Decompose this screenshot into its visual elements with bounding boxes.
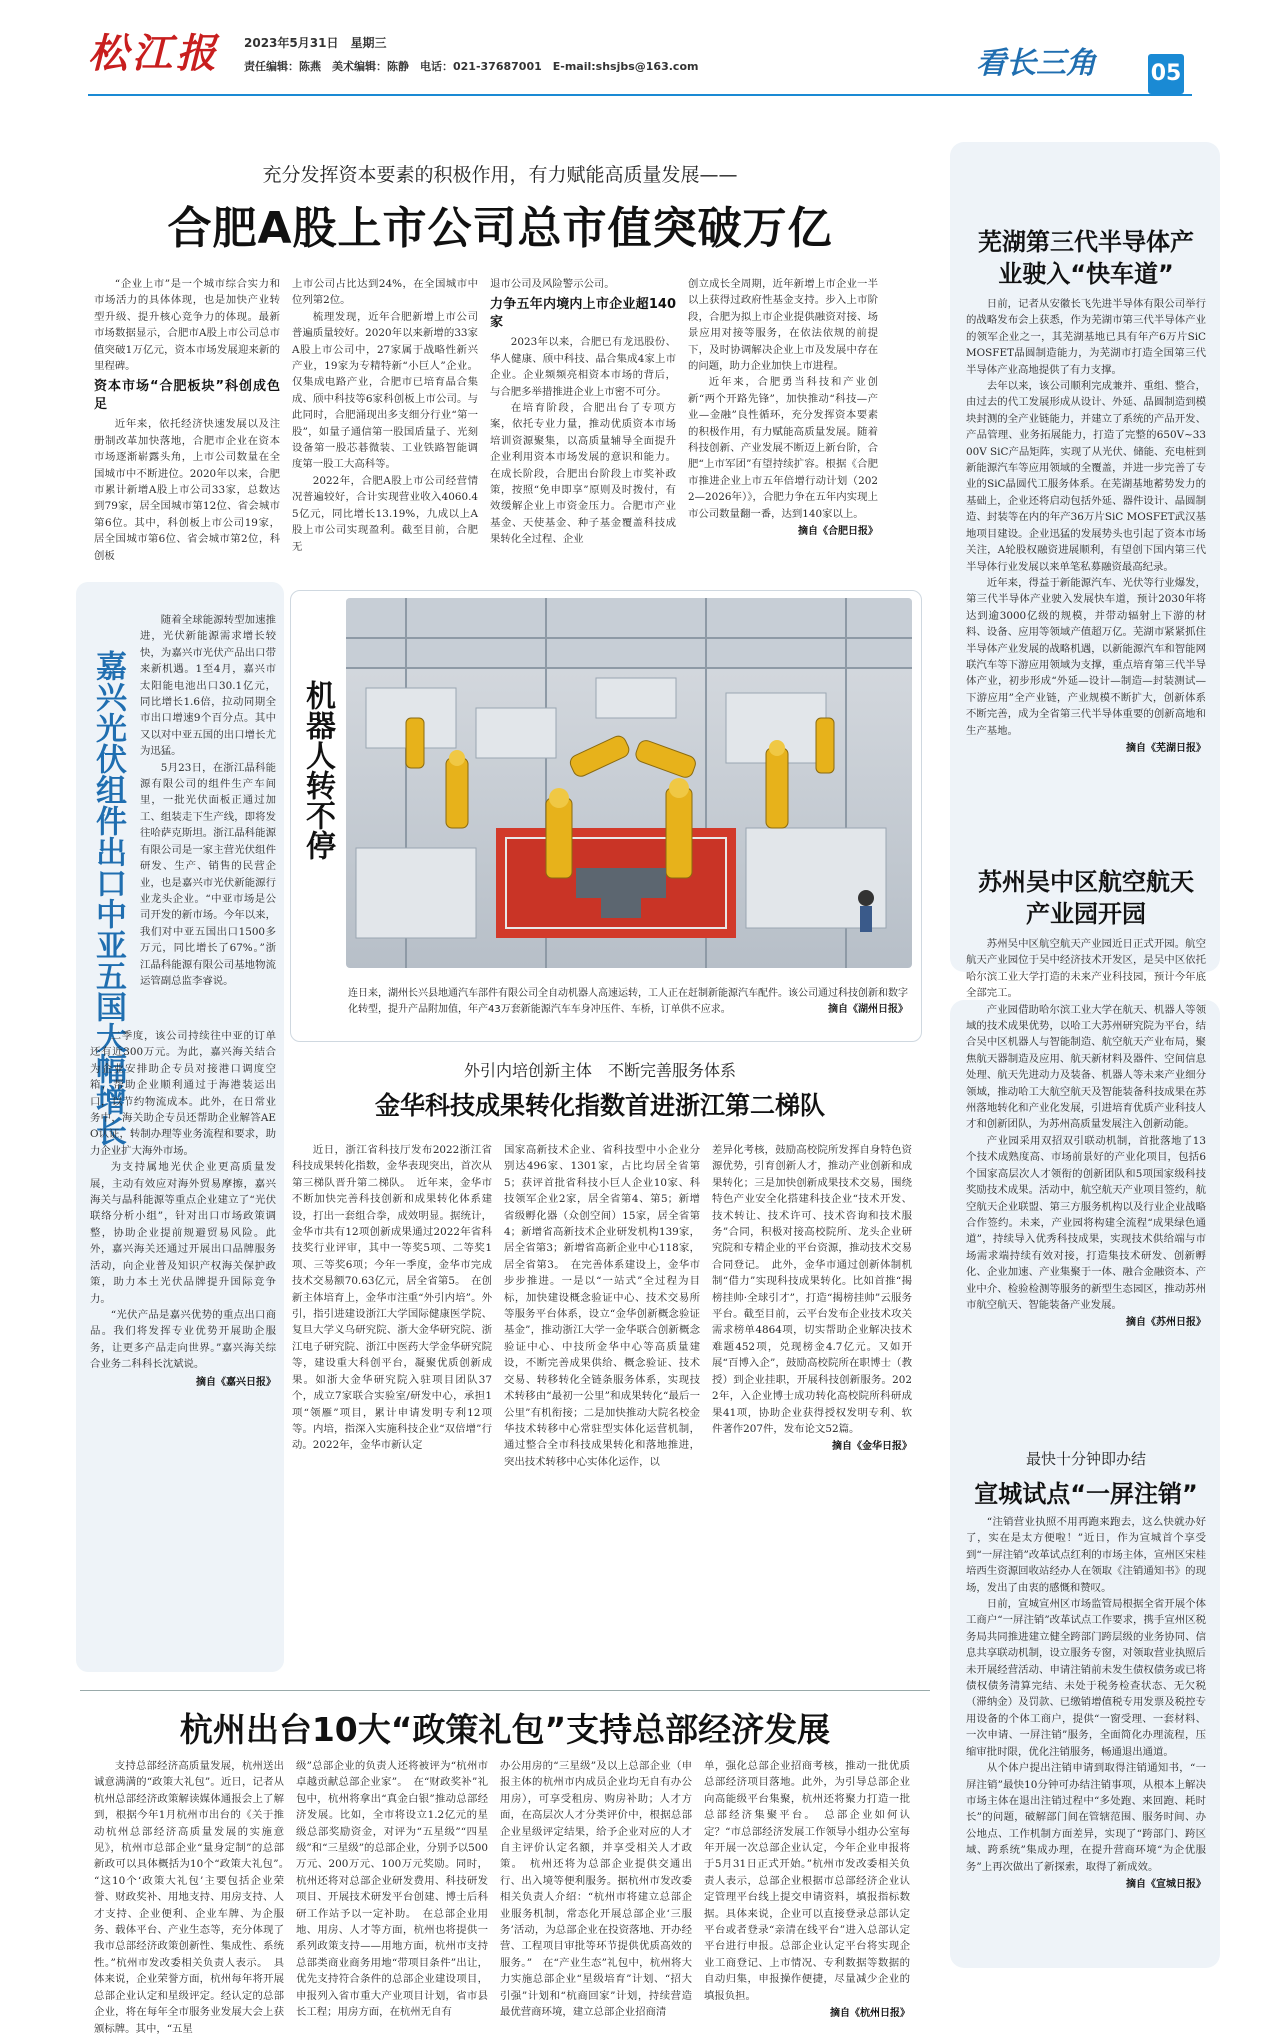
photo-side-title: 机器人转不停 xyxy=(300,680,335,860)
xuancheng-para: 日前，宣城宣州区市场监管局根据全省开展个体工商户“一屏注销”改革试点工作要求，携手宣州区税务局共同推进建立健全跨部门跨层级的业务协同、信息共享联动机制，设立服务专窗，对领取营业执照后未开展经营活动、申请注销前未发生债权债务或已将债权债务清算完结、未处于税务检查状态、无欠税（滞纳金）及罚款、已缴销增值税专用发票及税控专用设备的个体工商户，提供“一窗受理、一套材料、一次申请、一屏注销”服务，全面简化办理流程，压缩审批时限，优化注销服务，畅通退出通道。 xyxy=(966,1598,1206,1758)
wuhu-para: 日前，记者从安徽长飞先进半导体有限公司举行的战略发布会上获悉，作为芜湖市第三代半导体产业的领军企业之一，其芜湖基地已具有年产6万片SiC MOSFET晶圆制造能力，为芜湖市打造全国第三代半导体产业高地提供了有力支撑。 xyxy=(966,298,1206,376)
xuancheng-para: 从个体户提出注销申请到取得注销通知书，“一屏注销”最快10分钟可办结注销事项，从根本上解决市场主体在退出注销过程中“多处跑、来回跑、耗时长”的问题，破解部门间在管辖范围、服务时间、办公地点、工作机制方面差异，实现了“跨部门、跨区域、跨系统”集成办理，在提升营商环境“为企优服务”上再次做出了新探索，取得了新成效。 xyxy=(966,1762,1206,1873)
lead-col4-para: 近年来，合肥勇当科技和产业创新“两个开路先锋”，加快推动“科技—产业—金融”良性循环，充分发挥资本要素的积极作用，有力赋能高质量发展。随着科技创新、产业发展不断迈上新台阶，合肥“上市军团”有望持续扩容。根据《合肥市推进企业上市五年倍增行动计划（2022—2026年）》，合肥力争在五年内实现上市公司数量翻一番，达到140家以上。 xyxy=(688,376,878,520)
photo-caption-text: 连日来，湖州长兴县地通汽车部件有限公司全自动机器人高速运转，工人正在赶制新能源汽车配件。该公司通过科技创新和数字化转型，提升产品附加值，年产43万套新能源汽车车身冲压件、车桥，订单供不应求。 xyxy=(348,988,908,1015)
suzhou-para: 产业园借助哈尔滨工业大学在航天、机器人等领域的技术成果优势，以哈工大苏州研究院为平台，结合吴中区机器人与智能制造、航空航天产业布局，聚焦航天器制造及应用、航天新材料及器件、空间信息处理、航天先进动力及装备、机器人等未来产业细分领域，推动哈工大航空航天及智能装备科技成果在苏州落地转化和产业化发展，引进培育优质产业科技人才和创新团队，为苏州高质量发展注入创新动能。 xyxy=(966,1003,1206,1131)
lead-col1-para: 近年来，依托经济快速发展以及注册制改革加快落地，合肥市企业在资本市场逐渐崭露头角，上市公司数量在全国城市中不断进位。2020年以来，合肥市累计新增A股上市公司33家，总数达到79家，居全国城市第12位、省会城市第6位。其中，科创板上市公司19家，居全国城市第6位、省会城市第2位，科创板 xyxy=(94,418,280,562)
lead-col2-para: 梳理发现，近年合肥新增上市公司普遍质量较好。2020年以来新增的33家A股上市公司中，27家属于战略性新兴产业，19家为专精特新“小巨人”企业。仅集成电路产业，合肥市已培育晶合集成、颀中科技等6家科创板上市公司。与此同时，合肥涌现出多支细分行业“第一股”，如量子通信第一股国盾量子、光刻设备第一股芯碁微装、工业铁路智能调度第一股工大高科等。 xyxy=(292,310,478,471)
lead-col-4 xyxy=(688,276,878,541)
factory-robot-illustration xyxy=(346,598,912,968)
hangzhou-top-rule xyxy=(80,1690,930,1691)
suzhou-para: 产业园采用双招双引联动机制，首批落地了13个技术成熟度高、市场前景好的产业化项目，包括6个国家高层次人才领衔的创新团队和5项国家级科技奖励技术成果。活动中，航空航天产业项目签约，航空航天企业联盟、第三方服务机构以及行业企业战略合作签约。未来，产业园将构建全流程“成果绿色通道”，持续导入优秀科技成果，实现技术供给端与市场需求端持续有效对接，打造集技术研发、创新孵化、企业加速、产业集聚于一体、融合金融资本、产业中介、检验检测等服务的新型生态园区，推动苏州市航空航天、智能装备产业发展。 xyxy=(966,1134,1206,1311)
issue-date: 2023年5月31日 星期三 xyxy=(244,36,387,50)
factory-photo xyxy=(346,598,912,968)
hangzhou-col-4 xyxy=(704,1758,910,2023)
hangzhou-para: 单，强化总部企业招商考核，推动一批优质总部经济项目落地。此外，为引导总部企业向高能级平台集聚，杭州还将聚力打造一批总部经济集聚平台。 总部企业如何认定？“市总部经济发展工作领导小组办公室每年开展一次总部企业认定，今年企业申报将于5月31日正式开始。”杭州市发改委相关负责人表示，总部企业根据市总部经济企业认定管理平台线上提交申请资料，填报指标数据。具体来说，企业可以直接登录总部认定平台或者登录“亲清在线平台”进入总部认定平台进行申报。总部企业认定平台将实现企业工商登记、上市情况、专利数据等数据的自动归集，申报操作便捷，尽量减少企业的填报负担。 xyxy=(704,1760,910,2002)
xuancheng-body xyxy=(966,1514,1206,1893)
jiaxing-body-lower xyxy=(90,1028,276,1391)
lead-col-1 xyxy=(94,276,280,564)
masthead xyxy=(0,0,1280,100)
hangzhou-para: 办公用房的“三星级”及以上总部企业（申报主体的杭州市内成员企业均无自有办公用房），可享受租房、购房补助；人才方面，在高层次人才分类评价中，根据总部企业星级评定结果，给予企业对应的人才自主评价认定名额，并享受相关人才政策。 杭州还将为总部企业提供交通出行、出入境等便利服务。据杭州市发改委相关负责人介绍：“杭州市将建立总部企业服务机制，常态化开展总部企业‘三服务’活动，为总部企业在投资落地、开办经营、工程项目审批等环节提供优质高效的服务。” 在“产业生态”礼包中，杭州将大力实施总部企业“星级培育”计划、“招大引强”计划和“杭商回家”计划，持续营造最优营商环境，建立总部企业招商清 xyxy=(500,1760,692,2019)
jiaxing-para: 5月23日，在浙江晶科能源有限公司的组件生产车间里，一批光伏面板正通过加工、组装走下生产线，即将发往哈萨克斯坦。浙江晶科能源有限公司是一家主营光伏组件研发、生产、销售的民营企业，也是嘉兴市光伏新能源行业龙头企业。“中亚市场是公司开发的新市场。今年以来，我们对中亚五国出口1500多万元，同比增长了67%。”浙江晶科能源有限公司基地物流运管副总监李睿说。 xyxy=(140,761,276,987)
jinhua-para: 近日，浙江省科技厅发布2022浙江省科技成果转化指数，金华表现突出，首次从第三梯队晋升第二梯队。 近年来，金华市不断加快完善科技创新和成果转化体系建设，打出一套组合拳，成效明显。据统计，金华市共有12项创新成果通过2022年省科技奖行业评审，其中一等奖5项、二等奖1项、三等奖6项；今年一季度，金华市完成技术交易额70.63亿元，居全省第5。 在创新主体培育上，金华市注重“外引内培”。外引，指引进建设浙江大学国际健康医学院、复旦大学义乌研究院、浙大金华研究院、浙江电子研究院、浙江中医药大学金华研究院等，建设重大科创平台，凝聚优质创新成果。如浙大金华研究院入驻项目团队37个，成立7家联合实验室/研发中心，承担1项“领雁”项目，累计申请发明专利12项等。内培，指深入实施科技企业“双倍增”行动。2022年，金华市新认定 xyxy=(292,1144,492,1452)
jiaxing-para: 随着全球能源转型加速推进，光伏新能源需求增长较快，为嘉兴市光伏产品出口带来新机遇。1至4月，嘉兴市太阳能电池出口30.1亿元，同比增长1.6倍，拉动同期全市出口增速9个百分点。其中又以对中亚五国的出口增长尤为迅猛。 xyxy=(140,614,276,758)
suzhou-body xyxy=(966,936,1206,1332)
editor-credits: 责任编辑：陈燕 美术编辑：陈静 电话：021-37687001 E-mail:shsjbs@163.com xyxy=(244,60,699,73)
xuancheng-para: “注销营业执照不用再跑来跑去，这么快就办好了，实在是太方便啦！”近日，作为宣城首个享受到“一屏注销”改革试点红利的市场主体，宣州区宋桂培西生资源回收站经办人在领取《注销通知书》的现场，发出了由衷的感慨和赞叹。 xyxy=(966,1516,1206,1594)
jinhua-col-1 xyxy=(292,1142,492,1454)
jinhua-source: 摘自《金华日报》 xyxy=(832,1441,912,1453)
section-name: 看长三角 xyxy=(976,46,1096,81)
jiaxing-para: 为支持属地光伏企业更高质量发展，主动有效应对海外贸易摩擦，嘉兴海关与晶科能源等重点企业建立了“光伏联络分析小组”，针对出口市场政策调整，协助企业提前规避贸易风险。此外，嘉兴海关还通过开展出口品牌服务活动，向企业普及知识产权海关保护政策，助力本土光伏品牌提升国际竞争力。 xyxy=(90,1161,276,1305)
wuhu-body xyxy=(966,296,1206,757)
suzhou-para: 苏州吴中区航空航天产业园近日正式开园。航空航天产业园位于吴中经济技术开发区，是吴中区依托哈尔滨工业大学打造的未来产业科技园，预计今年底全部完工。 xyxy=(966,938,1206,1000)
lead-col3-para: 在培育阶段，合肥出台了专项方案，依托专业力量，推动优质资本市场培训资源聚集，以高质量辅导全面提升企业利用资本市场发展的意识和能力。在成长阶段，合肥出台阶段上市奖补政策，按照“免申即享”原则及时拨付，有效缓解企业上市资金压力。合肥市产业基金、天使基金、种子基金覆盖科技成果转化全过程、企业 xyxy=(490,402,676,546)
jinhua-kicker: 外引内培创新主体 不断完善服务体系 xyxy=(463,1061,736,1080)
page-number: 05 xyxy=(1148,54,1184,94)
jinhua-para: 差异化考核，鼓励高校院所发挥自身特色资源优势，引育创新人才，推动产业创新和成果转化；三是加快创新成果技术交易，围绕特色产业安全化搭建科技企业“技术开发、技术转让、技术许可、技术咨询和技术服务”合同，积极对接高校院所、龙头企业研究院和专精企业的平台资源，推动技术交易合同登记。 此外，金华市通过创新体制机制“借力”实现科技成果转化。比如首推“揭榜挂帅·全球引才”，打造“揭榜挂帅”云服务平台。截至目前，云平台发布企业技术攻关需求榜单4864项，切实帮助企业解决技术难题452项，兑现榜金4.7亿元。又如开展“百博入企”，鼓励高校院所在职博士（教授）到企业挂职，开展科技创新服务。2022年，入企业博士成功转化高校院所科研成果41项，协助企业获得授权发明专利、软件著作207件，发布论文52篇。 xyxy=(712,1144,912,1435)
lead-col2-para: 上市公司占比达到24%，在全国城市中位列第2位。 xyxy=(292,278,478,307)
jiaxing-source: 摘自《嘉兴日报》 xyxy=(196,1376,276,1388)
lead-kicker: 充分发挥资本要素的积极作用，有力赋能高质量发展—— xyxy=(262,164,738,186)
masthead-divider xyxy=(88,94,1192,96)
jinhua-col-2 xyxy=(504,1142,700,1470)
wuhu-headline: 芜湖第三代半导体产业驶入“快车道” xyxy=(978,228,1194,288)
jinhua-headline: 金华科技成果转化指数首进浙江第二梯队 xyxy=(374,1091,825,1120)
jiaxing-body xyxy=(140,612,276,989)
lead-col4-para: 创立成长全周期，近年新增上市企业一半以上获得过政府性基金支持。步入上市阶段，合肥为拟上市企业提供融资对接、场景应用对接等服务，在依法依规的前提下，及时协调解决企业上市及发展中存在的问题，助力企业加快上市进程。 xyxy=(688,278,878,373)
masthead-logo: 松江报 xyxy=(88,30,220,77)
xuancheng-source: 摘自《宣城日报》 xyxy=(1126,1878,1206,1890)
jinhua-col-3 xyxy=(712,1142,912,1456)
wuhu-para: 去年以来，该公司顺利完成兼并、重组、整合，由过去的代工发展形成从设计、外延、晶圆制造到模块封测的全产业链能力，并建立了系统的产品开发、产品管理、业务拓展能力，打造了完整的650V~3300V SiC产品矩阵，实现了从光伏、储能、充电桩到新能源汽车等应用领域的全覆盖，并进一步完善了专业的SiC晶圆代工服务体系。在芜湖基地蓄势发力的基础上，企业还将启动包括外延、器件设计、晶圆制造、封装等在内的年产36万片SiC MOSFET武汉基地项目建设。企业迅猛的发展势头也引起了资本市场关注，A轮股权融资进展顺利，有望创下国内第三代半导体行业发展以来单笔私募融资最高纪录。 xyxy=(966,380,1206,573)
suzhou-source: 摘自《苏州日报》 xyxy=(1126,1317,1206,1329)
hangzhou-headline: 杭州出台10大“政策礼包”支持总部经济发展 xyxy=(179,1710,831,1749)
lead-subhead-1: 资本市场“合肥板块”科创成色足 xyxy=(94,379,280,413)
hangzhou-source: 摘自《杭州日报》 xyxy=(830,2008,910,2020)
suzhou-headline: 苏州吴中区航空航天产业园开园 xyxy=(978,868,1194,928)
lead-subhead-2: 力争五年内境内上市企业超140家 xyxy=(490,297,676,331)
hangzhou-col-2 xyxy=(296,1758,488,2021)
jiaxing-para: 二季度，该公司持续往中亚的订单还有近300万元。为此，嘉兴海关结合为企业安排助企专员对接港口调度空箱，帮助企业顺利通过于海港装运出口，以节约物流成本。此外，在日常业务中，海关助企专员还帮助企业解答AEO认证，转制办理等业务流程和要求，助力企业扩大海外市场。 xyxy=(90,1030,276,1157)
photo-source: 摘自《湖州日报》 xyxy=(828,1004,908,1015)
jiaxing-para: “光伏产品是嘉兴优势的重点出口商品。我们将发挥专业优势开展助企服务，让更多产品走向世界。”嘉兴海关综合业务二科科长沈斌说。 xyxy=(90,1308,276,1371)
lead-col1-para: “企业上市”是一个城市综合实力和市场活力的具体体现，也是加快产业转型升级、提升核心竞争力的体现。最新市场数据显示，合肥市A股上市公司总市值突破1万亿元，资本市场发展迎来新的里程碑。 xyxy=(94,278,280,373)
xuancheng-kicker: 最快十分钟即办结 xyxy=(1025,1450,1146,1468)
xuancheng-headline: 宣城试点“一屏注销” xyxy=(974,1480,1198,1508)
lead-headline: 合肥A股上市公司总市值突破万亿 xyxy=(167,203,833,254)
wuhu-para: 近年来，得益于新能源汽车、光伏等行业爆发，第三代半导体产业驶入发展快车道，预计2030年将达到逾3000亿级的规模，并带动辐射上下游的材料、设备、应用等领域产值超万亿。芜湖市紧紧抓住半导体产业发展的战略机遇，以新能源汽车和智能网联汽车等下游应用领域为支撑，重点培育第三代半导体产业，初步形成“外延—设计—制造—封装测试—下游应用”全产业链，产业规模不断扩大，创新体系不断完善，成为全省第三代半导体重要的创新高地和生产基地。 xyxy=(966,576,1206,737)
wuhu-source: 摘自《芜湖日报》 xyxy=(1126,742,1206,754)
lead-col2-para: 2022年，合肥A股上市公司经营情况普遍较好，合计实现营业收入4060.45亿元，同比增长13.19%，九成以上A股上市公司实现盈利。截至目前，合肥无 xyxy=(292,474,478,553)
photo-caption xyxy=(348,986,908,1018)
hangzhou-para: 支持总部经济高质量发展，杭州送出诚意满满的“政策大礼包”。近日，记者从杭州总部经济政策解读媒体通报会上了解到，根据今年1月杭州市出台的《关于推动杭州总部经济高质量发展的实施意见》，杭州市总部企业“量身定制”的总部新政可以具体概括为10个“政策大礼包”。 “这10个‘政策大礼包’主要包括企业荣誉、财政奖补、用地支持、用房支持、人才支持、企业便利、企业车牌、为企服务、载体平台、产业生态等，充分体现了我市总部经济政策创新性、集成性、系统性。”杭州市发改委相关负责人表示。 具体来说，企业荣誉方面，杭州每年将开展总部企业认定和星级评定。经认定的总部企业，将在每年全市服务业发展大会上获颁标牌。其中，“五星 xyxy=(94,1760,295,2035)
hangzhou-col-3 xyxy=(500,1758,692,2021)
hangzhou-col-1 xyxy=(94,1758,295,2037)
lead-col-2 xyxy=(292,276,478,555)
lead-col-3 xyxy=(490,276,676,548)
lead-col3-para: 2023年以来，合肥已有龙迅股份、华人健康、颀中科技、晶合集成4家上市企业。企业频频亮相资本市场的背后，与合肥多举措推进企业上市密不可分。 xyxy=(490,336,676,398)
lead-col3-para: 退市公司及风险警示公司。 xyxy=(490,278,615,290)
jiaxing-headline: 嘉兴光伏组件出口中亚五国大幅增长 xyxy=(90,650,126,1146)
jinhua-para: 国家高新技术企业、省科技型中小企业分别达496家、1301家，占比均居全省第5；获评首批省科技小巨人企业10家、科技领军企业2家，居全省第4、第5；新增省级孵化器（众创空间）15家，居全省第4；新增省高新技术企业研发机构139家，居全省第3；新增省高新企业中心118家，居全省第3。 在完善体系建设上，金华市步步推进。一是以“一站式”全过程为目标，加快建设概念验证中心、技术交易所等服务平台体系，设立“金华创新概念验证基金”，推动浙江大学一金华联合创新概念验证中心、中技所金华中心等高质量建设，不断完善成果供给、概念验证、技术交易、转移转化全链条服务体系，实现技术转移由“最初一公里”和成果转化“最后一公里”有机衔接；二是加快推动大院名校金华技术转移中心常驻型实体化运营机制，通过整合全市科技成果转化和落地推进，突出技术转移中心实体化运作，以 xyxy=(504,1144,700,1468)
hangzhou-para: 级”总部企业的负责人还将被评为“杭州市卓越贡献总部企业家”。 在“财政奖补”礼包中，杭州将拿出“真金白银”推动总部经济发展。比如，全市将设立1.2亿元的星级总部奖励资金，对评为“五星级”“四星级”和“三星级”的总部企业，分别予以500万元、200万元、100万元奖励。同时，杭州还将对总部企业研发费用、科技研发项目、开展技术研发平台创建、博士后科研工作站予以一定补助。 在总部企业用地、用房、人才等方面，杭州也将提供一系列政策支持——用地方面，杭州市支持总部类商业商务用地“带项目条件”出让，优先支持符合条件的总部企业建设项目，申报列入省市重大产业项目计划，省市县长工程；用房方面，在杭州无自有 xyxy=(296,1760,488,2019)
lead-source: 摘自《合肥日报》 xyxy=(798,526,878,538)
